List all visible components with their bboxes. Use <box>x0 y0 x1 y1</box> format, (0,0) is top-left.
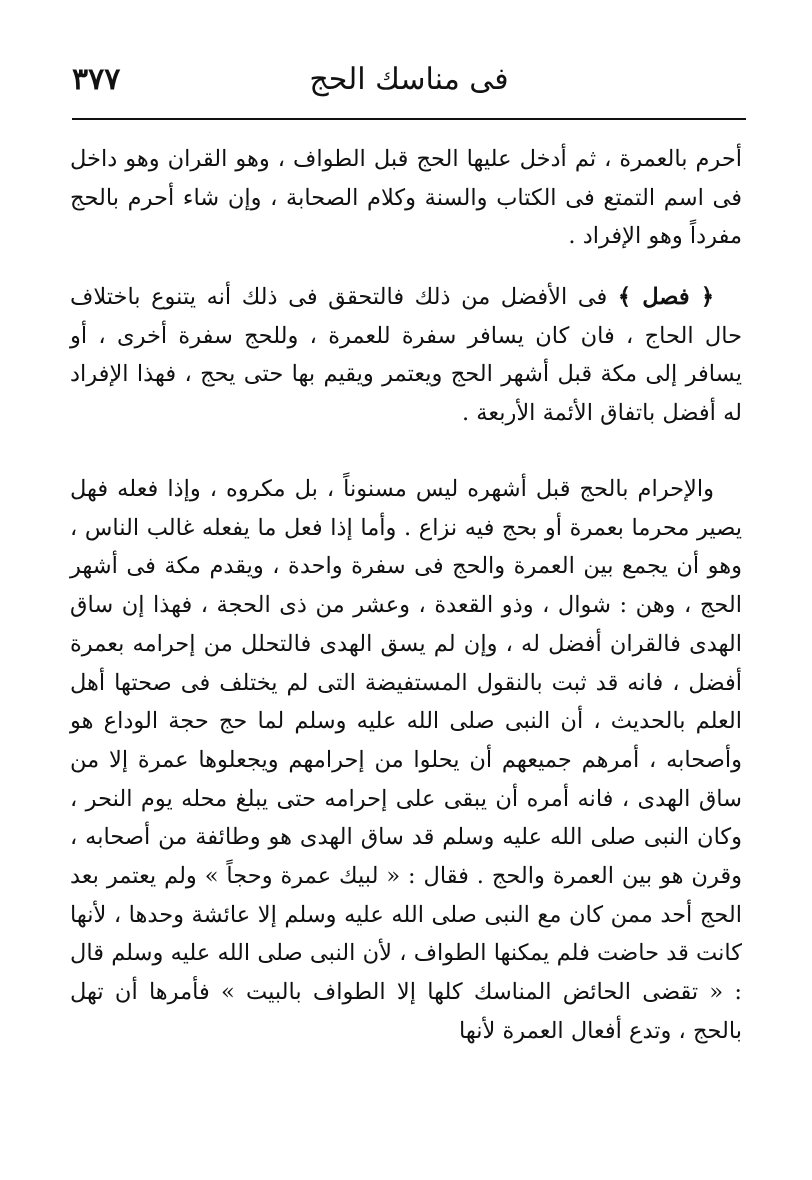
paragraph-ihram <box>70 470 742 1051</box>
paragraph-continuation <box>70 140 742 256</box>
running-header <box>72 58 746 108</box>
page-number: ٣٧٧ <box>72 62 121 97</box>
running-title: فى مناسك الحج <box>309 62 509 97</box>
header-rule <box>72 118 746 120</box>
paragraph-text: أحرم بالعمرة ، ثم أدخل عليها الحج قبل الطواف ، وهو القران وهو داخل فى اسم التمتع فى الكتاب والسنة وكلام الصحابة ، وإن شاء أحرم بالحج مفرداً وهو الإفراد . <box>70 146 742 250</box>
section-heading: ﴿ فصل ﴾ <box>617 284 715 310</box>
paragraph-fasl <box>70 278 742 433</box>
paragraph-text: والإحرام بالحج قبل أشهره ليس مسنوناً ، بل مكروه ، وإذا فعله فهل يصير محرما بعمرة أو بحج فيه نزاع . وأما إذا فعل ما يفعله غالب الناس ، وهو أن يجمع بين العمرة والحج فى سفرة واحدة ، ويقدم مكة فى أشهر الحج ، وهن : شوال ، وذو القعدة ، وعشر من ذى الحجة ، فهذا إن ساق الهدى فالقران أفضل له ، وإن لم يسق الهدى فالتحلل من إحرامه بعمرة أفضل ، فانه قد ثبت بالنقول المستفيضة التى لم يختلف فى صحتها أهل العلم بالحديث ، أن النبى صلى الله عليه وسلم لما حج حجة الوداع هو وأصحابه ، أمرهم جميعهم أن يحلوا من إحرامهم ويجعلوها عمرة إلا من ساق الهدى ، فانه أمره أن يبقى على إحرامه حتى يبلغ محله يوم النحر ، وكان النبى صلى الله عليه وسلم قد ساق الهدى هو وطائفة من أصحابه ، وقرن هو بين العمرة والحج . فقال : « لبيك عمرة وحجاً » ولم يعتمر بعد الحج أحد ممن كان مع النبى صلى الله عليه وسلم إلا عائشة وحدها ، لأنها كانت قد حاضت فلم يمكنها الطواف ، لأن النبى صلى الله عليه وسلم قال : « تقضى الحائض المناسك كلها إلا الطواف بالبيت » فأمرها أن تهل بالحج ، وتدع أفعال العمرة لأنها <box>70 476 742 1044</box>
paragraph-body <box>70 278 742 433</box>
paragraph-text: فى الأفضل من ذلك فالتحقق فى ذلك أنه يتنوع باختلاف حال الحاج ، فان كان يسافر سفرة للعمرة ، وللحج سفرة أخرى ، أو يسافر إلى مكة قبل أشهر الحج ويعتمر ويقيم بها حتى يحج ، فهذا الإفراد له أفضل باتفاق الأئمة الأربعة . <box>70 284 742 427</box>
